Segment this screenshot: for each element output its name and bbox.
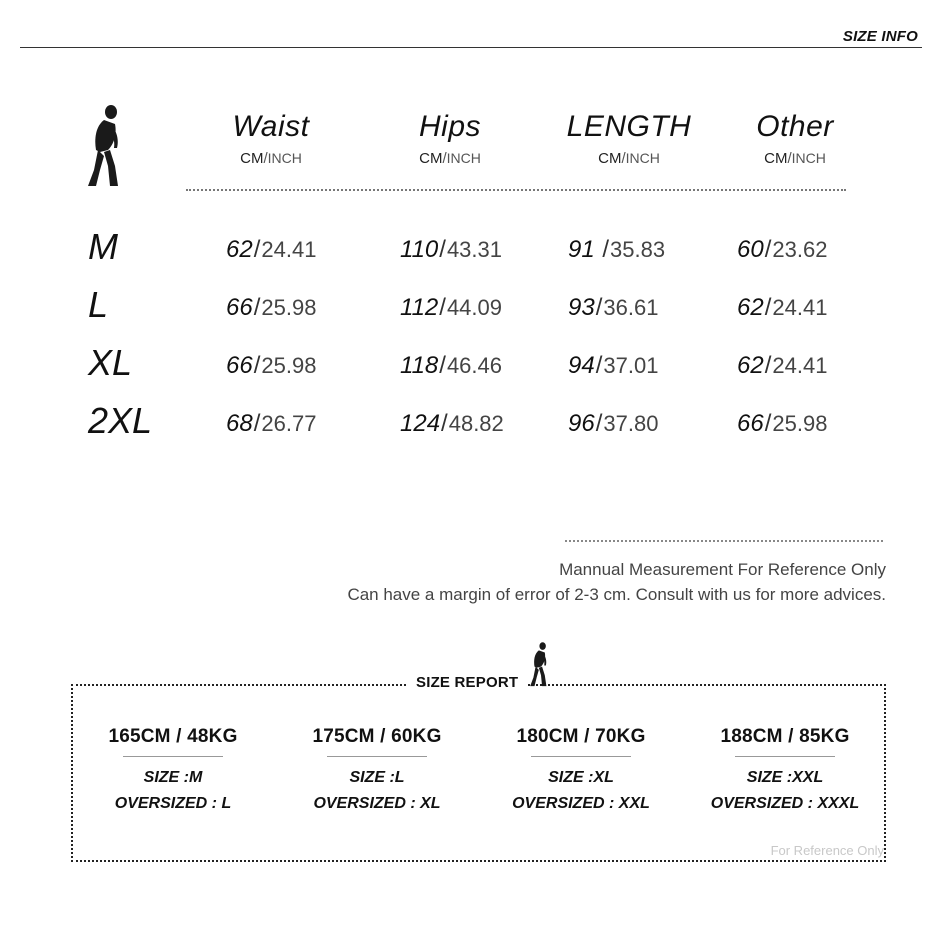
unit-inch: INCH [446, 150, 481, 166]
column-name: Other [756, 110, 834, 143]
unit-cm: CM [240, 150, 264, 167]
model-size: SIZE :XXL [746, 769, 824, 786]
column-header-waist [186, 110, 356, 167]
table-cell: 62/24.41 [737, 294, 828, 321]
model-oversized: OVERSIZED : XXL [512, 795, 650, 812]
model-report [481, 726, 681, 817]
model-oversized: OVERSIZED : XXXL [710, 795, 860, 812]
unit-inch: INCH [267, 150, 302, 166]
table-cell: 66/25.98 [226, 294, 317, 321]
model-report [277, 726, 477, 817]
column-header-hips [365, 110, 535, 167]
table-cell: 66/25.98 [226, 352, 317, 379]
model-size: SIZE :M [143, 769, 203, 786]
column-unit [365, 150, 535, 167]
walking-figure-icon [528, 641, 554, 689]
column-unit [544, 150, 714, 167]
unit-cm: CM [419, 150, 443, 167]
header-dotted-divider [186, 189, 846, 191]
table-cell: 118/46.46 [400, 352, 502, 379]
column-name: Waist [232, 110, 310, 143]
unit-inch: INCH [625, 150, 660, 166]
measurement-note: Mannual Measurement For Reference Only [559, 560, 886, 579]
column-unit [710, 150, 880, 167]
table-cell: 124/48.82 [400, 410, 504, 437]
model-divider [735, 756, 835, 757]
column-name: LENGTH [566, 110, 692, 143]
model-oversized: OVERSIZED : XL [313, 795, 441, 812]
table-cell: 93/36.61 [568, 294, 659, 321]
model-size: SIZE :XL [548, 769, 614, 786]
page-title: SIZE INFO [842, 28, 918, 45]
table-cell: 110/43.31 [400, 236, 502, 263]
table-cell: 62/24.41 [737, 352, 828, 379]
reference-footnote: For Reference Only [770, 843, 884, 858]
size-label-l: L [88, 284, 109, 325]
column-header-length [544, 110, 714, 167]
notes-dotted-divider [565, 540, 883, 542]
unit-cm: CM [764, 150, 788, 167]
model-size: SIZE :L [349, 769, 405, 786]
margin-note: Can have a margin of error of 2-3 cm. Consult with us for more advices. [347, 585, 886, 604]
unit-separator: / [621, 150, 626, 167]
walking-figure-icon [84, 104, 132, 190]
model-divider [123, 756, 223, 757]
table-cell: 68/26.77 [226, 410, 317, 437]
unit-inch: INCH [791, 150, 826, 166]
size-label-m: M [88, 226, 118, 267]
model-report [73, 726, 273, 817]
unit-separator: / [442, 150, 447, 167]
table-cell: 91 /35.83 [568, 236, 666, 263]
table-cell: 112/44.09 [400, 294, 502, 321]
size-label-xl: XL [88, 342, 133, 383]
model-report [685, 726, 885, 817]
table-cell: 96/37.80 [568, 410, 659, 437]
table-cell: 66/25.98 [737, 410, 828, 437]
size-report-title: SIZE REPORT [408, 674, 526, 691]
table-cell: 62/24.41 [226, 236, 317, 263]
unit-separator: / [263, 150, 268, 167]
table-cell: 60/23.62 [737, 236, 828, 263]
column-name: Hips [418, 110, 481, 143]
header-divider [20, 47, 922, 48]
size-label-2xl: 2XL [88, 400, 153, 441]
model-height-weight: 188CM / 85KG [720, 726, 850, 747]
unit-cm: CM [598, 150, 622, 167]
column-unit [186, 150, 356, 167]
model-height-weight: 175CM / 60KG [312, 726, 442, 747]
model-height-weight: 180CM / 70KG [516, 726, 646, 747]
column-header-other [710, 110, 880, 167]
unit-separator: / [787, 150, 792, 167]
model-divider [531, 756, 631, 757]
model-divider [327, 756, 427, 757]
table-cell: 94/37.01 [568, 352, 659, 379]
model-height-weight: 165CM / 48KG [108, 726, 238, 747]
model-oversized: OVERSIZED : L [114, 795, 232, 812]
